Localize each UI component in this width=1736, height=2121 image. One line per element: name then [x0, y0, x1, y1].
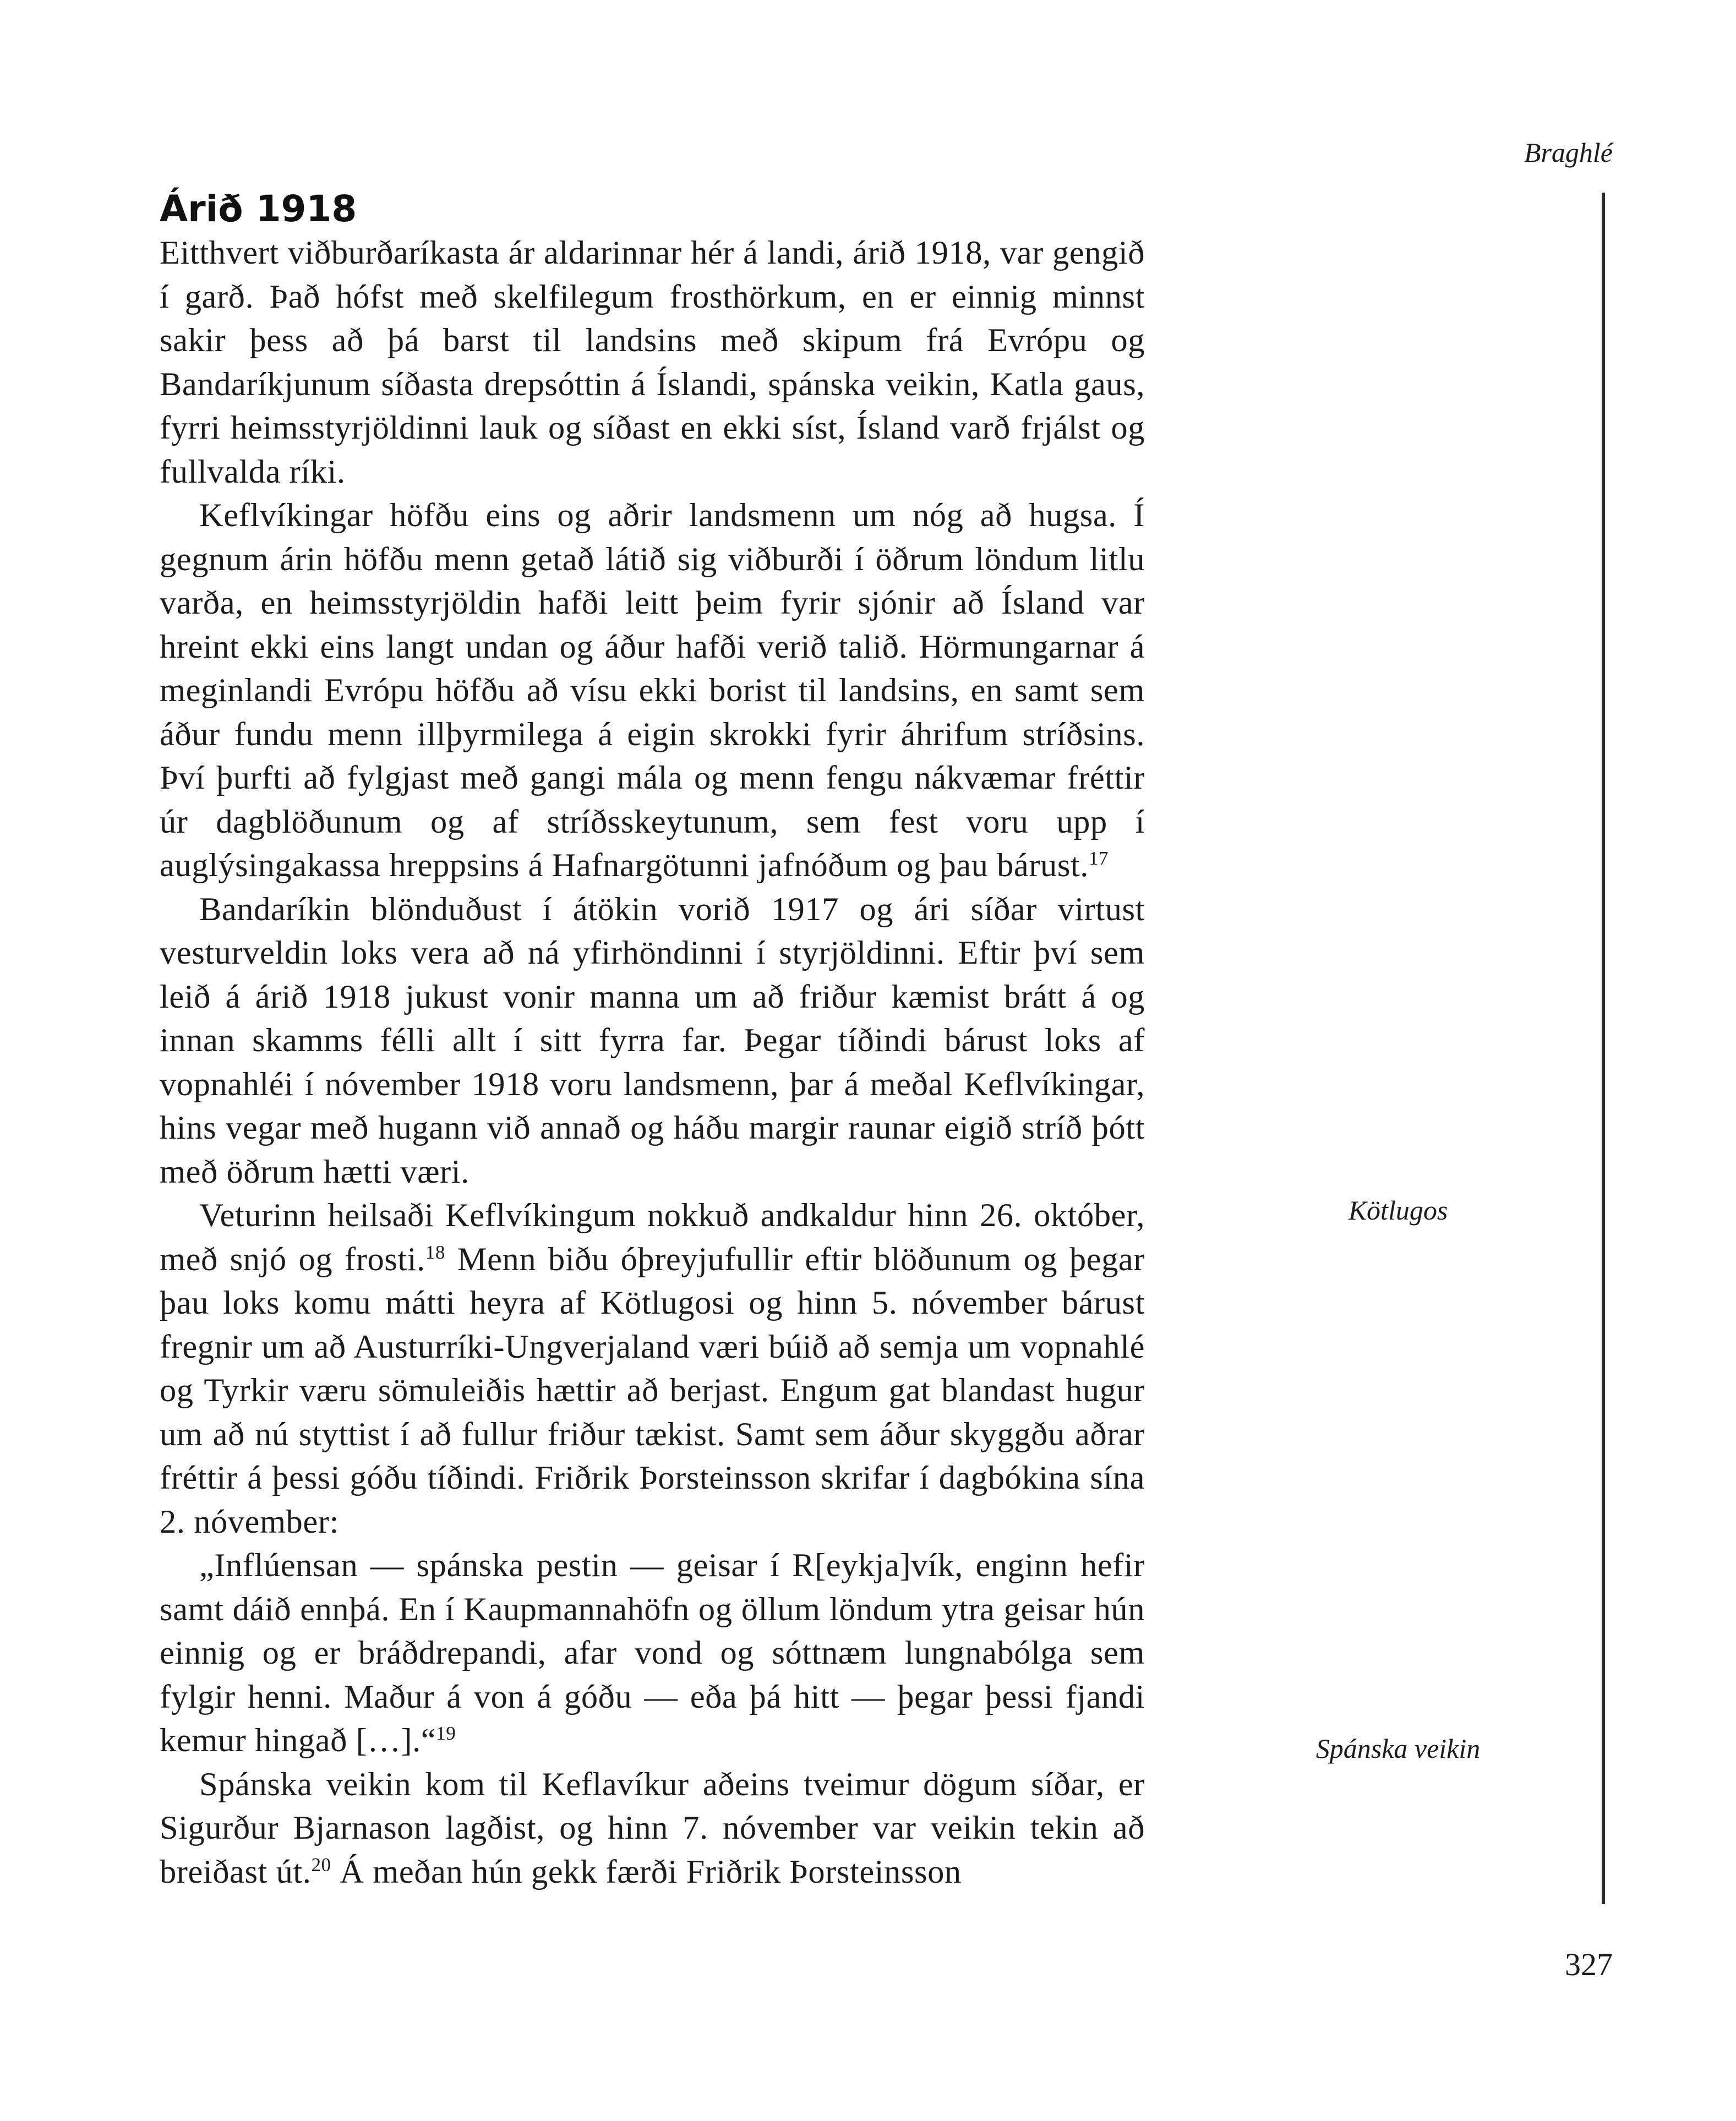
- paragraph-6: [160, 1763, 1145, 1894]
- paragraph-text: Veturinn heilsaði Keflvíkingum nokkuð andkaldur hinn 26. október, með snjó og frosti.: [160, 1197, 1145, 1278]
- paragraph-text: Keflvíkingar höfðu eins og aðrir landsmenn um nóg að hugsa. Í gegnum árin höfðu menn getað látið sig viðburði í öðrum löndum litlu varða, en heimsstyrjöldin hafði leitt þeim fyrir sjónir að Ísland var hreint ekki eins langt undan og áður hafði verið talið. Hörmungarnar á meginlandi Evrópu höfðu að vísu ekki borist til landsins, en samt sem áður fundu menn illþyrmilega á eigin skrokki fyrir áhrifum stríðsins. Því þurfti að fylgjast með gangi mála og menn fengu nákvæmar fréttir úr dagblöðunum og af stríðsskeytunum, sem fest voru upp í auglýsingakassa hreppsins á Hafnargötunni jafnóðum og þau bárust.: [160, 497, 1145, 884]
- margin-rule: [1602, 193, 1605, 1904]
- paragraph-1: [160, 231, 1145, 494]
- paragraph-text: Bandaríkin blönduðust í átökin vorið 1917 og ári síðar virtust vesturveldin loks vera að ná yfirhöndinni í styrjöldinni. Eftir því sem leið á árið 1918 jukust vonir manna um að friður kæmist brátt á og innan skamms félli allt í sitt fyrra far. Þegar tíðindi bárust loks af vopnahléi í nóvember 1918 voru landsmenn, þar á meðal Keflvíkingar, hins vegar með hugann við annað og háðu margir raunar eigið stríð þótt með öðrum hætti væri.: [160, 890, 1145, 1190]
- paragraph-text: Menn biðu óþreyjufullir eftir blöðunum og þegar þau loks komu mátti heyra af Kötlugosi og hinn 5. nóvember bárust fregnir um að Austurríki-Ungverjaland væri búið að semja um vopnahlé og Tyrkir væru sömuleiðis hættir að berjast. Engum gat blandast hugur um að nú styttist í að fullur friður tækist. Samt sem áður skyggðu aðrar fréttir á þessi góðu tíðindi. Friðrik Þorsteinsson skrifar í dagbókina sína 2. nóvember:: [160, 1240, 1145, 1540]
- paragraph-4: [160, 1194, 1145, 1544]
- section-title: Árið 1918: [160, 188, 357, 230]
- paragraph-3: [160, 888, 1145, 1194]
- footnote-ref: 20: [311, 1854, 331, 1876]
- paragraph-text: Eitthvert viðburðaríkasta ár aldarinnar hér á landi, árið 1918, var gengið í garð. Það hófst með skelfilegum frosthörkum, en er einnig minnst sakir þess að þá barst til landsins með skipum frá Evrópu og Bandaríkjunum síðasta drepsóttin á Íslandi, spánska veikin, Katla gaus, fyrri heimsstyrjöldinni lauk og síðast en ekki síst, Ísland varð frjálst og fullvalda ríki.: [160, 234, 1145, 490]
- footnote-ref: 18: [425, 1241, 445, 1263]
- paragraph-text: Spánska veikin kom til Keflavíkur aðeins tveimur dögum síðar, er Sigurður Bjarnason lagðist, og hinn 7. nóvember var veikin tekin að breiðast út.: [160, 1765, 1145, 1890]
- quotation-paragraph: [160, 1544, 1145, 1763]
- footnote-ref: 19: [436, 1722, 456, 1744]
- page-number: 327: [1565, 1947, 1613, 1982]
- paragraph-text: Á meðan hún gekk færði Friðrik Þorsteinsson: [331, 1853, 962, 1890]
- margin-note-spanska-veikin: Spánska veikin: [1315, 1733, 1481, 1764]
- margin-note-kotlugos: Kötlugos: [1348, 1195, 1448, 1226]
- paragraph-2: [160, 494, 1145, 888]
- footnote-ref: 17: [1088, 847, 1109, 869]
- main-text-column: [160, 187, 1145, 1894]
- running-header: Braghlé: [1524, 137, 1613, 168]
- quotation-text: „Inflúensan — spánska pestin — geisar í R[eykja]vík, enginn hefir samt dáið ennþá. En í Kaupmannahöfn og öllum löndum ytra geisar hún einnig og er bráðdrepandi, afar vond og sóttnæm lungnabólga sem fylgir henni. Maður á von á góðu — eða þá hitt — þegar þessi fjandi kemur hingað […].“: [160, 1547, 1145, 1759]
